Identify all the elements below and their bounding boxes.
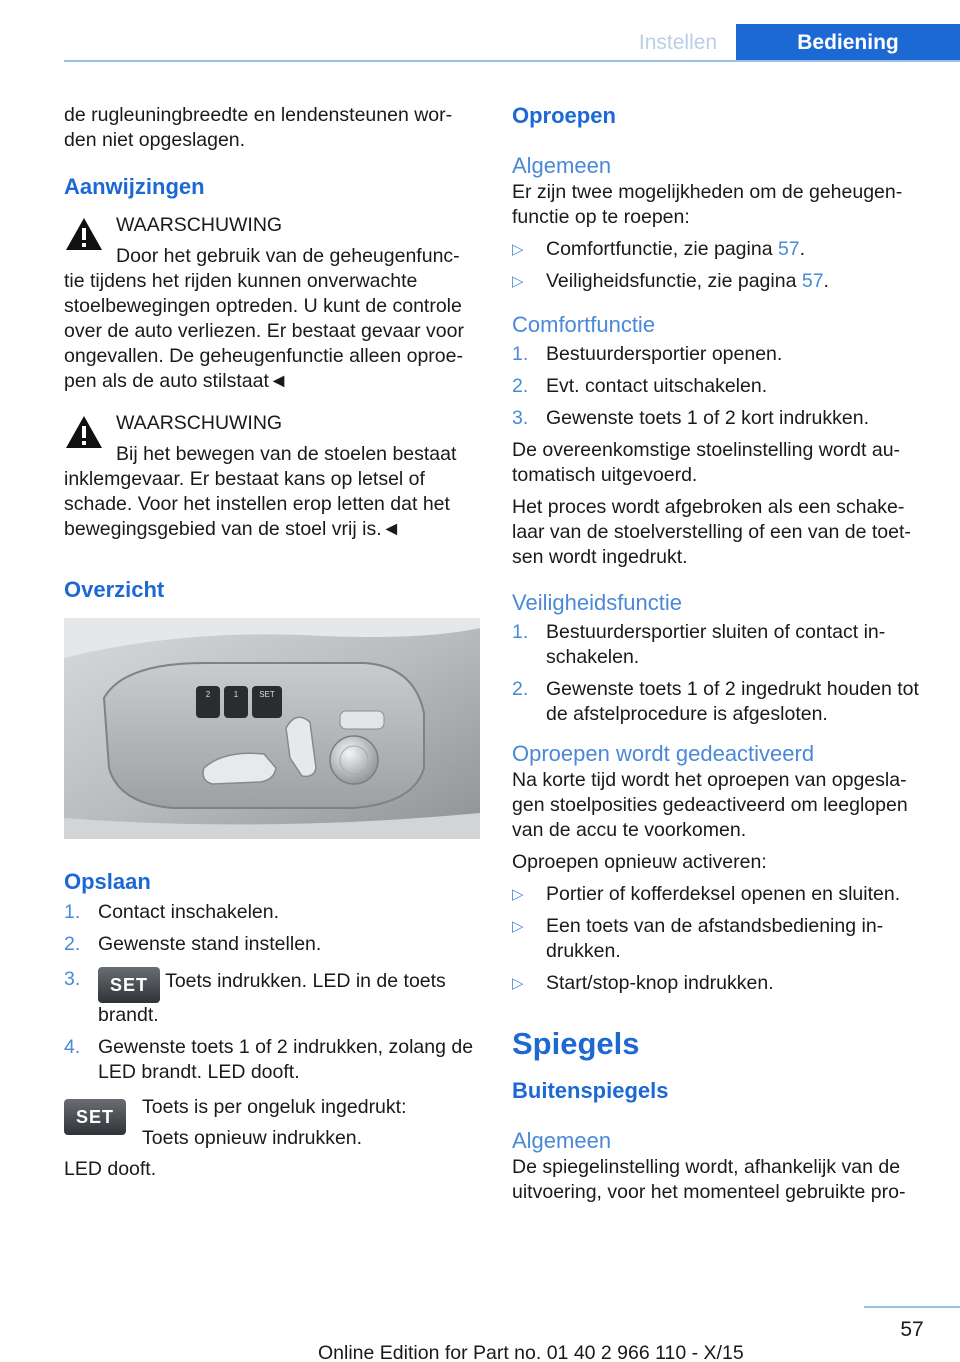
buitenspiegels-heading: Buitenspiegels bbox=[512, 1078, 669, 1103]
oproepen-heading: Oproepen bbox=[512, 103, 616, 128]
opslaan-steps bbox=[64, 900, 482, 1085]
list-item: ▷ Comfortfunctie, zie pagina 57. bbox=[512, 238, 806, 260]
warning-text-first: Bij het bewegen van de stoelen bestaat bbox=[116, 443, 457, 465]
overzicht-heading: Overzicht bbox=[64, 577, 165, 602]
comfort-steps bbox=[512, 342, 932, 431]
header-rule bbox=[64, 60, 960, 62]
warning-title: WAARSCHUWING bbox=[116, 214, 283, 236]
list-item: 1. Contact inschakelen. bbox=[64, 901, 280, 923]
photo-button-set: SET bbox=[259, 690, 275, 699]
list-item: 2. Gewenste stand instellen. bbox=[64, 933, 322, 955]
note-line: Toets opnieuw indrukken. bbox=[142, 1127, 363, 1149]
footer-rule bbox=[864, 1306, 960, 1308]
warning-text: inklemgevaar. Er bestaat kans op letsel of schade. Voor het instellen erop letten dat het bewegingsgebied van de stoel vrij is.◄ bbox=[64, 468, 450, 540]
warning-text: tie tijdens het rijden kunnen onverwachte stoelbewegingen optreden. U kunt de controle over de auto verliezen. Er bestaat gevaar voor ongevallen. De geheugenfunctie alleen oproe-pen als de auto stilstaat◄ bbox=[64, 270, 464, 392]
veilig-steps bbox=[512, 620, 932, 727]
gedeactiveerd-heading: Oproepen wordt gedeactiveerd bbox=[512, 741, 815, 766]
algemeen-text: Er zijn twee mogelijkheden om de geheugen-functie op te roepen: bbox=[512, 181, 903, 228]
list-item: 2. Gewenste toets 1 of 2 ingedrukt houden tot de afstelprocedure is afgesloten. bbox=[512, 678, 919, 725]
algemeen-2-heading: Algemeen bbox=[512, 1128, 612, 1153]
list-item: ▷ Start/stop-knop indrukken. bbox=[512, 972, 774, 994]
tab-instellen[interactable]: Instellen bbox=[638, 30, 718, 54]
seat-controls-photo bbox=[64, 618, 480, 839]
list-item: 2. Evt. contact uitschakelen. bbox=[512, 375, 768, 397]
page-number: 57 bbox=[900, 1318, 924, 1341]
warning-text-first: Door het gebruik van de geheugenfunc- bbox=[116, 245, 460, 267]
set-note bbox=[64, 1095, 482, 1151]
photo-button-2: 2 bbox=[205, 690, 211, 699]
page-link[interactable]: 57 bbox=[801, 270, 824, 292]
list-item: ▷ Een toets van de afstandsbediening in-drukken. bbox=[512, 915, 884, 962]
comfortfunctie-heading: Comfortfunctie bbox=[512, 312, 656, 337]
list-item: 3. Gewenste toets 1 of 2 kort indrukken. bbox=[512, 407, 870, 429]
photo-button-1: 1 bbox=[233, 690, 239, 699]
warning-block-1 bbox=[64, 213, 482, 394]
warning-title: WAARSCHUWING bbox=[116, 412, 283, 434]
warning-block-2 bbox=[64, 411, 482, 542]
algemeen-heading: Algemeen bbox=[512, 153, 612, 178]
list-item: 4. Gewenste toets 1 of 2 indrukken, zolang de LED brandt. LED dooft. bbox=[64, 1036, 474, 1083]
warning-icon bbox=[64, 216, 104, 252]
algemeen-list bbox=[512, 237, 932, 294]
left-column bbox=[64, 100, 482, 1182]
note-line: Toets is per ongeluk ingedrukt: bbox=[142, 1096, 407, 1118]
set-button-icon: SET bbox=[64, 1099, 126, 1135]
list-item: ▷ Veiligheidsfunctie, zie pagina 57. bbox=[512, 270, 829, 292]
comfort-text: De overeenkomstige stoelinstelling wordt au-tomatisch uitgevoerd. bbox=[512, 439, 901, 486]
veiligheidsfunctie-heading: Veiligheidsfunctie bbox=[512, 590, 683, 615]
opslaan-heading: Opslaan bbox=[64, 869, 151, 894]
list-item: 3. SET Toets indrukken. LED in de toets brandt. bbox=[64, 968, 446, 1026]
list-item: ▷ Portier of kofferdeksel openen en sluiten. bbox=[512, 883, 901, 905]
gedeactiveerd-text: Na korte tijd wordt het oproepen van opgesla-gen stoelposities gedeactiveerd om leeglopen van de accu te voorkomen. bbox=[512, 769, 908, 841]
opnieuw-text: Oproepen opnieuw activeren: bbox=[512, 851, 767, 873]
algemeen-2-text: De spiegelinstelling wordt, afhankelijk van de uitvoering, voor het momenteel gebruikte pro- bbox=[512, 1156, 906, 1203]
list-item: 1. Bestuurdersportier openen. bbox=[512, 343, 783, 365]
opnieuw-list bbox=[512, 882, 932, 996]
note-line: LED dooft. bbox=[64, 1158, 157, 1180]
tab-bediening[interactable]: Bediening bbox=[736, 24, 960, 62]
edition-text: Online Edition for Part no. 01 40 2 966 110 - X/15 bbox=[318, 1342, 744, 1362]
right-column bbox=[512, 100, 932, 1205]
spiegels-heading: Spiegels bbox=[512, 1026, 640, 1061]
warning-icon bbox=[64, 414, 104, 450]
aanwijzingen-heading: Aanwijzingen bbox=[64, 174, 205, 199]
list-item: 1. Bestuurdersportier sluiten of contact in-schakelen. bbox=[512, 621, 886, 668]
comfort-text: Het proces wordt afgebroken als een schake-laar van de stoelverstelling of een van de toet-sen wordt ingedrukt. bbox=[512, 496, 911, 568]
page-link[interactable]: 57 bbox=[777, 238, 800, 260]
intro-text: de rugleuningbreedte en lendensteunen wor-den niet opgeslagen. bbox=[64, 104, 453, 151]
set-button-icon: SET bbox=[98, 967, 160, 1003]
